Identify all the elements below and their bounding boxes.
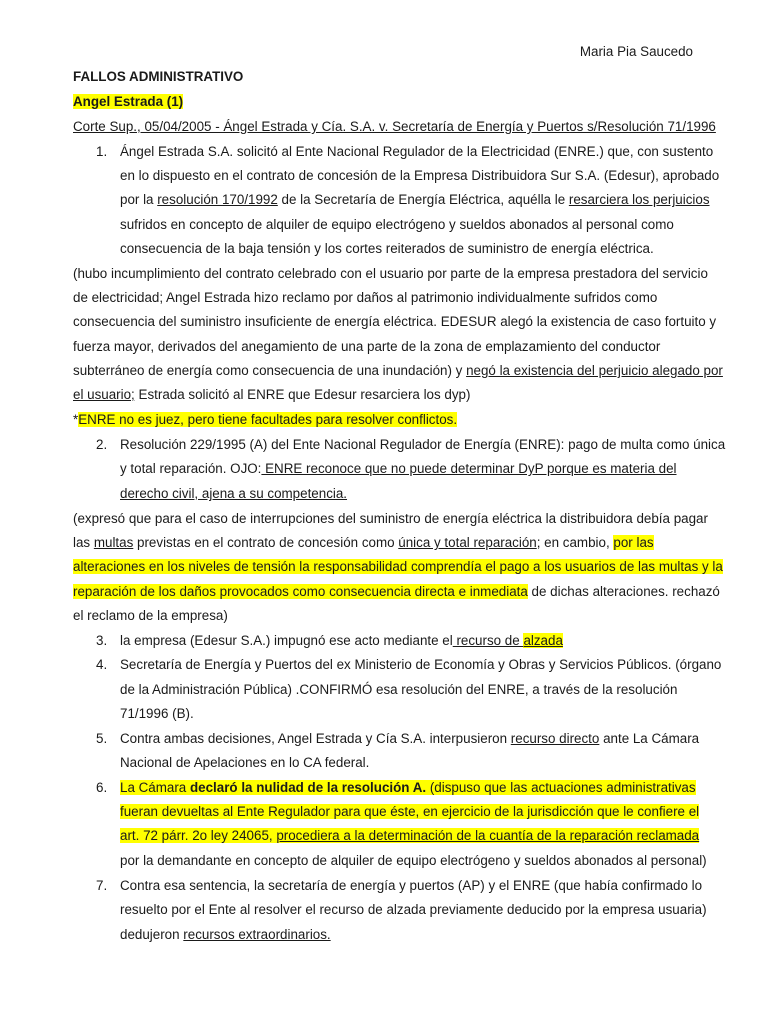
- list-number-3: 3.: [96, 633, 108, 648]
- note1-line3: consecuencia del suministro insuficiente de energía eléctrica. EDESUR alegó la existencia de caso fortuito y: [73, 314, 717, 329]
- note2-line2: [73, 534, 654, 552]
- note1-line6: [73, 386, 470, 404]
- text-run-underlined: recursos extraordinarios.: [183, 927, 331, 942]
- text-run-highlighted: reparación de los daños provocados como consecuencia directa e inmediata: [73, 584, 528, 599]
- note1-line2: de electricidad; Angel Estrada hizo reclamo por daños al patrimonio individualmente sufridos como: [73, 290, 658, 305]
- text-run: previstas en el contrato de concesión como: [133, 535, 399, 550]
- list-number-4: 4.: [96, 657, 108, 672]
- item2-line2: [120, 460, 677, 478]
- note2-line3: [73, 558, 723, 576]
- list-number-2: 2.: [96, 437, 108, 452]
- note2-line4: [73, 583, 720, 601]
- item6-line1: [120, 779, 696, 797]
- text-run-underlined: resarciera los perjuicios: [568, 192, 710, 207]
- text-run: y total reparación. OJO:: [120, 461, 262, 476]
- item5-line1: [120, 730, 699, 748]
- case-name: [73, 93, 183, 111]
- document-title: FALLOS ADMINISTRATIVO: [73, 69, 244, 84]
- item4-line1: Secretaría de Energía y Puertos del ex Ministerio de Economía y Obras y Servicios Públicos. (órgano: [120, 657, 722, 672]
- author-name: Maria Pia Saucedo: [579, 44, 693, 59]
- list-number-6: 6.: [96, 780, 108, 795]
- item1-line2: en lo dispuesto en el contrato de concesión de la Empresa Distribuidora Sur S.A. (Edesur), aprobado: [120, 168, 720, 183]
- text-run-underlined: el usuario;: [73, 387, 135, 402]
- item3-line1: [120, 632, 563, 650]
- note1-line1: (hubo incumplimiento del contrato celebrado con el usuario por parte de la empresa prestadora del servicio: [73, 266, 708, 281]
- text-run-highlighted: por las: [613, 535, 654, 550]
- case-citation: Corte Sup., 05/04/2005 - Ángel Estrada y Cía. S.A. v. Secretaría de Energía y Puertos s/Resolución 71/1996: [73, 119, 716, 134]
- item4-line2: de la Administración Pública) .CONFIRMÓ esa resolución del ENRE, a través de la resolución: [120, 682, 678, 697]
- text-run-highlighted: ENRE no es juez, pero tiene facultades para resolver conflictos.: [78, 412, 458, 427]
- list-number-5: 5.: [96, 731, 108, 746]
- text-run-highlighted: La Cámara: [120, 780, 190, 795]
- text-run-underlined: multas: [93, 535, 134, 550]
- text-run-underlined: única y total reparación: [398, 535, 537, 550]
- asterisk: *: [73, 412, 79, 427]
- list-number-1: 1.: [96, 144, 108, 159]
- text-run-highlighted: (dispuso que las actuaciones administrativas: [426, 780, 696, 795]
- text-run-underlined: negó la existencia del perjuicio alegado por: [466, 363, 723, 378]
- text-run-highlighted: fueran devueltas al Ente Regulador para que éste, en ejercicio de la jurisdicción que le confiere el: [120, 804, 700, 819]
- item6-line4: por la demandante en concepto de alquiler de equipo electrógeno y sueldos abonados al personal): [120, 853, 707, 868]
- item4-line3: 71/1996 (B).: [120, 706, 194, 721]
- item6-line2: [120, 803, 699, 821]
- text-run: las: [73, 535, 94, 550]
- text-run: Estrada solicitó al ENRE que Edesur resarciera los dyp): [134, 387, 471, 402]
- text-run-underlined: recurso directo: [510, 731, 600, 746]
- text-run: ; en cambio,: [536, 535, 614, 550]
- text-run: Contra ambas decisiones, Angel Estrada y Cía S.A. interpusieron: [120, 731, 511, 746]
- text-run-highlighted: alteraciones en los niveles de tensión la responsabilidad comprendía el pago a los usuarios de las multas y la: [73, 559, 723, 574]
- note1-line4: fuerza mayor, derivados del anegamiento de una parte de la zona de emplazamiento del conductor: [73, 339, 661, 354]
- note1-line5: [73, 362, 723, 380]
- text-run-bold: declaró la nulidad de la resolución A.: [189, 780, 427, 795]
- item5-line2: Nacional de Apelaciones en lo CA federal.: [120, 755, 370, 770]
- text-run-underlined: ENRE reconoce que no puede determinar DyP porque es materia del: [261, 461, 677, 476]
- text-run: dedujeron: [120, 927, 184, 942]
- item7-line1: Contra esa sentencia, la secretaría de energía y puertos (AP) y el ENRE (que había confirmado lo: [120, 878, 703, 893]
- text-run: por la: [120, 192, 158, 207]
- text-run-underlined: resolución 170/1992: [157, 192, 278, 207]
- item6-line3: [120, 827, 699, 845]
- text-run-highlighted: art. 72 párr. 2o ley 24065,: [120, 828, 277, 843]
- text-run-underlined: recurso de: [452, 633, 524, 648]
- text-run-underlined: procediera a la determinación de la cuantía de la reparación reclamada: [276, 828, 700, 843]
- text-run: ante La Cámara: [599, 731, 700, 746]
- item1-line4: sufridos en concepto de alquiler de equipo electrógeno y sueldos abonados al personal como: [120, 217, 674, 232]
- text-run: subterráneo de energía como consecuencia de una inundación) y: [73, 363, 467, 378]
- item1-line1: Ángel Estrada S.A. solicitó al Ente Nacional Regulador de la Electricidad (ENRE.) que, con sustento: [120, 144, 714, 159]
- item7-line2: resuelto por el Ente al resolver el recurso de alzada previamente deducido por la empresa usuaria): [120, 902, 707, 917]
- text-run: de dichas alteraciones. rechazó: [527, 584, 720, 599]
- item1-line5: consecuencia de la baja tensión y los cortes reiterados de suministro de energía eléctrica.: [120, 241, 654, 256]
- item1-line3: [120, 191, 710, 209]
- text-run: de la Secretaría de Energía Eléctrica, aquélla le: [277, 192, 569, 207]
- item2-line1: Resolución 229/1995 (A) del Ente Nacional Regulador de Energía (ENRE): pago de multa como única: [120, 437, 726, 452]
- case-name-text: Angel Estrada (1): [73, 94, 184, 109]
- text-run: la empresa (Edesur S.A.) impugnó ese acto mediante el: [120, 633, 453, 648]
- text-run-highlighted: alzada: [523, 633, 563, 648]
- item7-line3: [120, 926, 331, 944]
- item2-line3: derecho civil, ajena a su competencia.: [120, 486, 348, 501]
- note2-line5: el reclamo de la empresa): [73, 608, 228, 623]
- highlight-note: [73, 411, 457, 429]
- list-number-7: 7.: [96, 878, 108, 893]
- note2-line1: (expresó que para el caso de interrupciones del suministro de energía eléctrica la distribuidora debía pagar: [73, 511, 708, 526]
